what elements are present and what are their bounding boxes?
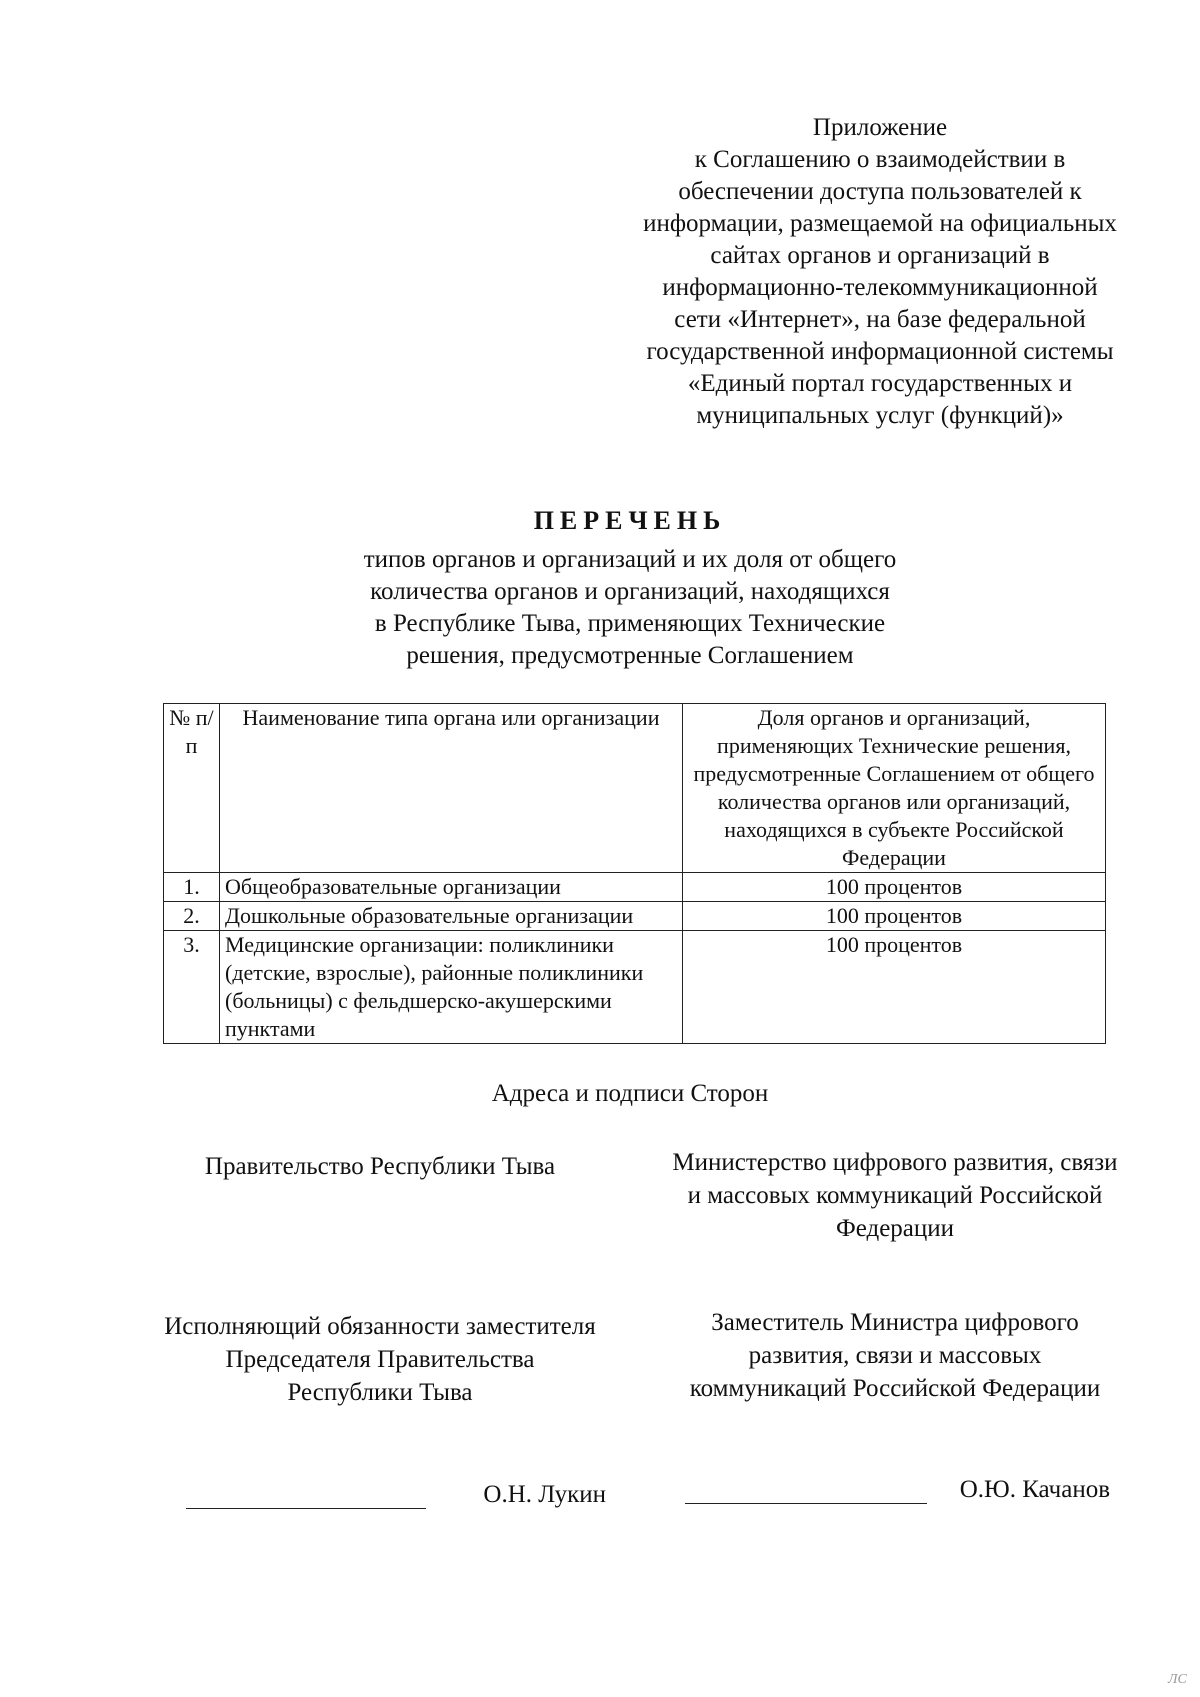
appendix-line: сети «Интернет», на базе федеральной — [674, 306, 1086, 333]
appendix-line: «Единый портал государственных и — [687, 370, 1073, 397]
row-share: 100 процентов — [683, 873, 1106, 902]
row-share: 100 процентов — [683, 931, 1106, 1044]
appendix-heading — [595, 112, 1165, 432]
table-row — [164, 931, 1106, 1044]
table-row — [164, 902, 1106, 931]
appendix-line: к Соглашению о взаимодействии в — [694, 146, 1066, 173]
signature-line — [685, 1503, 927, 1504]
subtitle-line: типов органов и организаций и их доля от общего — [363, 546, 897, 573]
organizations-table — [163, 703, 1106, 1044]
left-signature-block — [186, 1475, 606, 1509]
appendix-line: информационно-телекоммуникационной — [662, 274, 1098, 301]
appendix-line: сайтах органов и организаций в — [710, 242, 1050, 269]
document-title: ПЕРЕЧЕНЬ — [533, 506, 727, 535]
left-signatory-name: О.Н. Лукин — [483, 1481, 606, 1508]
table-header-row — [164, 704, 1106, 873]
row-num: 3. — [164, 931, 220, 1044]
header-share: Доля органов и организаций, применяющих Технические решения, предусмотренные Соглашением от общего количества органов или организаций, находящихся в субъекте Российской Федерации — [683, 704, 1106, 873]
table-row — [164, 873, 1106, 902]
right-party-name: Министерство цифрового развития, связи и массовых коммуникаций Российской Федерации — [672, 1149, 1118, 1242]
appendix-line: информации, размещаемой на официальных — [643, 210, 1117, 237]
right-signatory-name: О.Ю. Качанов — [959, 1476, 1110, 1503]
document-subtitle — [300, 544, 960, 672]
left-signatory-position: Исполняющий обязанности заместителя Председателя Правительства Республики Тыва — [164, 1313, 596, 1406]
row-num: 2. — [164, 902, 220, 931]
appendix-line: обеспечении доступа пользователей к — [678, 178, 1082, 205]
right-signature-block — [685, 1470, 1110, 1504]
row-name: Медицинские организации: поликлиники (детские, взрослые), районные поликлиники (больницы) с фельдшерско-акушерскими пунктами — [220, 931, 683, 1044]
header-num: № п/п — [164, 704, 220, 873]
row-name: Дошкольные образовательные организации — [220, 902, 683, 931]
subtitle-line: количества органов и организаций, находящихся — [370, 578, 890, 605]
row-name: Общеобразовательные организации — [220, 873, 683, 902]
appendix-line: Приложение — [812, 114, 948, 141]
signature-line — [186, 1508, 426, 1509]
header-name: Наименование типа органа или организации — [220, 704, 683, 873]
subtitle-line: в Республике Тыва, применяющих Технические — [374, 610, 886, 637]
signatures-heading: Адреса и подписи Сторон — [491, 1080, 769, 1107]
row-num: 1. — [164, 873, 220, 902]
appendix-line: муниципальных услуг (функций)» — [696, 402, 1064, 429]
right-signatory-position: Заместитель Министра цифрового развития, связи и массовых коммуникаций Российской Федерации — [689, 1309, 1101, 1402]
row-share: 100 процентов — [683, 902, 1106, 931]
subtitle-line: решения, предусмотренные Соглашением — [406, 642, 854, 669]
left-party-name: Правительство Республики Тыва — [204, 1153, 556, 1180]
page-corner-mark: ЛС — [1168, 1672, 1187, 1687]
appendix-line: государственной информационной системы — [646, 338, 1114, 365]
